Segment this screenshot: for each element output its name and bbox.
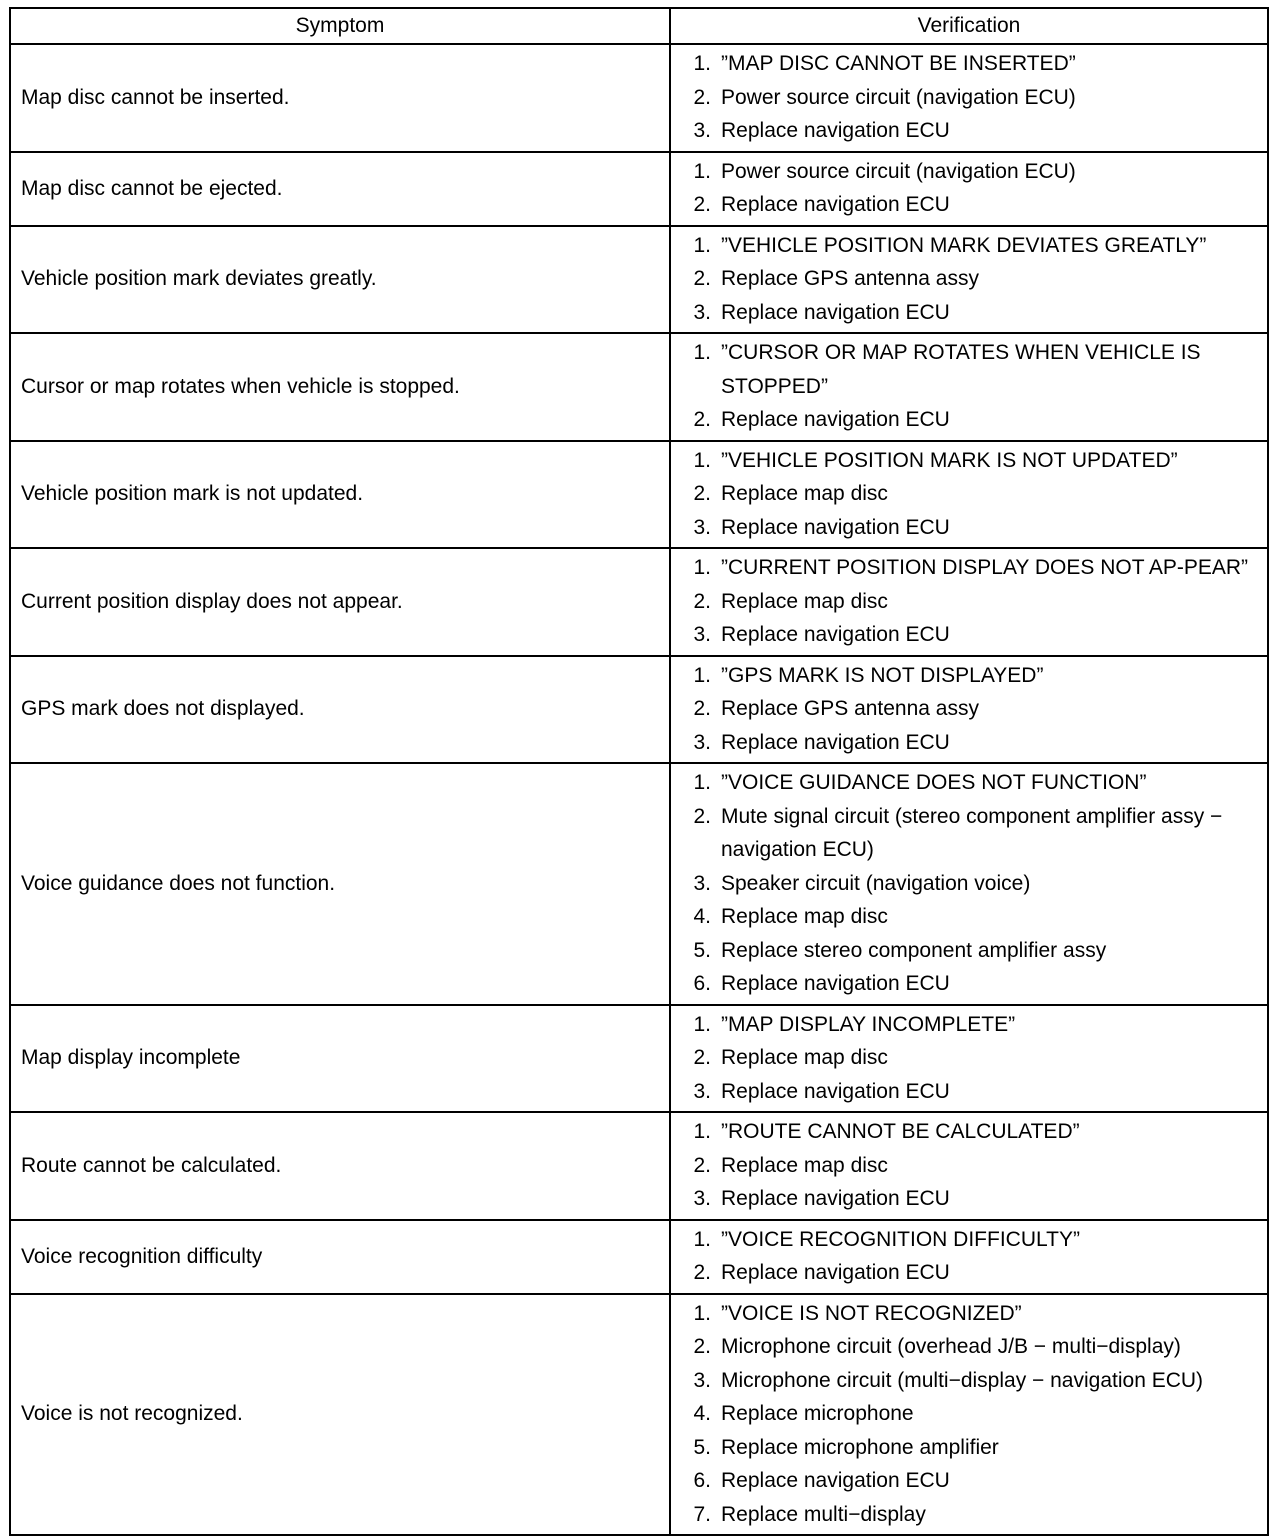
step-number: 1.	[693, 1012, 711, 1036]
step-text: Replace map disc	[721, 1153, 888, 1177]
step-number: 4.	[693, 1402, 711, 1425]
verification-step	[671, 296, 1267, 330]
step-number: 2.	[693, 1335, 711, 1358]
step-number: 3.	[693, 515, 711, 539]
step-number: 5.	[693, 938, 711, 962]
symptom-cell: GPS mark does not displayed.	[10, 656, 670, 764]
verification-step	[671, 1464, 1267, 1498]
verification-steps	[671, 155, 1267, 222]
verification-step	[671, 726, 1267, 760]
verification-step	[671, 403, 1267, 437]
step-text: Replace map disc	[721, 1046, 888, 1069]
verification-cell	[670, 1294, 1268, 1536]
verification-step	[671, 229, 1267, 263]
step-text: Replace microphone amplifier	[721, 1435, 999, 1459]
table-row	[10, 226, 1268, 334]
step-number: 1.	[693, 159, 711, 183]
step-number: 2.	[693, 267, 711, 290]
verification-step	[671, 585, 1267, 619]
verification-cell	[670, 1220, 1268, 1294]
step-number: 2.	[693, 193, 711, 216]
verification-cell	[670, 1005, 1268, 1113]
verification-step	[671, 1041, 1267, 1075]
step-number: 6.	[693, 972, 711, 995]
verification-step	[671, 477, 1267, 511]
step-text: ”VOICE RECOGNITION DIFFICULTY”	[721, 1227, 1080, 1251]
step-text: Replace navigation ECU	[721, 1261, 950, 1284]
verification-cell	[670, 333, 1268, 441]
table-row	[10, 1294, 1268, 1536]
step-number: 3.	[693, 1079, 711, 1103]
verification-step	[671, 81, 1267, 115]
step-text: Replace multi−display	[721, 1502, 926, 1526]
verification-steps	[671, 1297, 1267, 1532]
step-number: 1.	[693, 771, 711, 794]
symptom-cell: Vehicle position mark is not updated.	[10, 441, 670, 549]
step-text: Replace navigation ECU	[721, 193, 950, 216]
header-verification: Verification	[670, 8, 1268, 44]
verification-step	[671, 1397, 1267, 1431]
step-number: 3.	[693, 1368, 711, 1392]
table-row	[10, 441, 1268, 549]
step-number: 2.	[693, 408, 711, 431]
symptom-table	[9, 7, 1269, 1536]
step-number: 3.	[693, 1187, 711, 1210]
step-number: 1.	[693, 663, 711, 687]
step-text: Replace map disc	[721, 482, 888, 505]
header-symptom: Symptom	[10, 8, 670, 44]
step-text: Replace navigation ECU	[721, 515, 950, 539]
step-number: 3.	[693, 300, 711, 324]
step-text: Replace stereo component amplifier assy	[721, 938, 1107, 962]
verification-steps	[671, 766, 1267, 1001]
verification-step	[671, 900, 1267, 934]
verification-steps	[671, 47, 1267, 148]
verification-step	[671, 444, 1267, 478]
verification-steps	[671, 551, 1267, 652]
verification-step	[671, 1498, 1267, 1532]
verification-step	[671, 336, 1267, 403]
verification-step	[671, 1149, 1267, 1183]
step-text: Power source circuit (navigation ECU)	[721, 159, 1076, 183]
step-number: 3.	[693, 730, 711, 754]
step-text: Replace navigation ECU	[721, 300, 950, 324]
step-number: 1.	[693, 1301, 711, 1325]
step-text: Replace navigation ECU	[721, 1469, 950, 1492]
symptom-cell: Map display incomplete	[10, 1005, 670, 1113]
step-number: 1.	[693, 341, 711, 364]
step-number: 3.	[693, 119, 711, 142]
verification-step	[671, 659, 1267, 693]
verification-step	[671, 551, 1267, 585]
table-row	[10, 656, 1268, 764]
step-number: 3.	[693, 623, 711, 646]
step-text: ”VEHICLE POSITION MARK DEVIATES GREATLY”	[721, 233, 1207, 257]
step-text: Replace GPS antenna assy	[721, 697, 979, 720]
verification-cell	[670, 656, 1268, 764]
step-number: 3.	[693, 871, 711, 895]
verification-step	[671, 934, 1267, 968]
verification-step	[671, 1256, 1267, 1290]
verification-cell	[670, 152, 1268, 226]
verification-step	[671, 800, 1267, 867]
step-number: 2.	[693, 589, 711, 613]
table-row	[10, 333, 1268, 441]
step-number: 2.	[693, 1153, 711, 1177]
verification-step	[671, 1297, 1267, 1331]
verification-steps	[671, 336, 1267, 437]
step-text: Microphone circuit (overhead J/B − multi−display)	[721, 1335, 1181, 1358]
step-number: 1.	[693, 448, 711, 472]
symptom-cell: Cursor or map rotates when vehicle is stopped.	[10, 333, 670, 441]
table-row	[10, 152, 1268, 226]
verification-cell	[670, 226, 1268, 334]
verification-step	[671, 867, 1267, 901]
step-number: 5.	[693, 1435, 711, 1459]
step-text: ”ROUTE CANNOT BE CALCULATED”	[721, 1120, 1080, 1143]
step-number: 7.	[693, 1502, 711, 1526]
step-text: ”MAP DISC CANNOT BE INSERTED”	[721, 52, 1076, 75]
table-row	[10, 44, 1268, 152]
verification-step	[671, 155, 1267, 189]
step-text: ”VOICE GUIDANCE DOES NOT FUNCTION”	[721, 771, 1147, 794]
verification-step	[671, 511, 1267, 545]
symptom-cell: Map disc cannot be ejected.	[10, 152, 670, 226]
step-number: 1.	[693, 1227, 711, 1251]
step-number: 2.	[693, 1261, 711, 1284]
step-text: ”VEHICLE POSITION MARK IS NOT UPDATED”	[721, 448, 1178, 472]
step-number: 4.	[693, 905, 711, 928]
verification-step	[671, 1330, 1267, 1364]
table-row	[10, 548, 1268, 656]
verification-step	[671, 47, 1267, 81]
verification-step	[671, 967, 1267, 1001]
step-text: Replace map disc	[721, 589, 888, 613]
table-row	[10, 1112, 1268, 1220]
verification-steps	[671, 444, 1267, 545]
verification-step	[671, 1364, 1267, 1398]
step-number: 2.	[693, 482, 711, 505]
verification-step	[671, 618, 1267, 652]
step-text: Power source circuit (navigation ECU)	[721, 85, 1076, 109]
step-text: ”VOICE IS NOT RECOGNIZED”	[721, 1301, 1022, 1325]
table-row	[10, 763, 1268, 1005]
verification-step	[671, 1115, 1267, 1149]
verification-cell	[670, 1112, 1268, 1220]
step-number: 1.	[693, 52, 711, 75]
verification-step	[671, 1075, 1267, 1109]
verification-step	[671, 1182, 1267, 1216]
verification-step	[671, 188, 1267, 222]
step-text: ”MAP DISPLAY INCOMPLETE”	[721, 1012, 1016, 1036]
verification-steps	[671, 1008, 1267, 1109]
step-text: Replace map disc	[721, 905, 888, 928]
verification-steps	[671, 229, 1267, 330]
step-text: Mute signal circuit (stereo component amplifier assy − navigation ECU)	[721, 804, 1223, 861]
step-text: Replace navigation ECU	[721, 1079, 950, 1103]
step-number: 2.	[693, 804, 711, 828]
verification-step	[671, 114, 1267, 148]
verification-steps	[671, 1223, 1267, 1290]
step-number: 2.	[693, 697, 711, 720]
table-body	[10, 44, 1268, 1535]
verification-cell	[670, 763, 1268, 1005]
verification-steps	[671, 1115, 1267, 1216]
step-text: Replace navigation ECU	[721, 623, 950, 646]
step-number: 6.	[693, 1469, 711, 1492]
step-number: 2.	[693, 85, 711, 109]
verification-step	[671, 766, 1267, 800]
verification-step	[671, 1223, 1267, 1257]
verification-step	[671, 262, 1267, 296]
verification-step	[671, 692, 1267, 726]
verification-step	[671, 1431, 1267, 1465]
step-text: Replace navigation ECU	[721, 119, 950, 142]
verification-step	[671, 1008, 1267, 1042]
step-text: Replace navigation ECU	[721, 1187, 950, 1210]
step-text: ”CURSOR OR MAP ROTATES WHEN VEHICLE IS STOPPED”	[721, 341, 1201, 398]
table-row	[10, 1220, 1268, 1294]
symptom-cell: Current position display does not appear.	[10, 548, 670, 656]
step-number: 1.	[693, 233, 711, 257]
step-number: 2.	[693, 1046, 711, 1069]
symptom-cell: Vehicle position mark deviates greatly.	[10, 226, 670, 334]
step-number: 1.	[693, 556, 711, 579]
table-row	[10, 1005, 1268, 1113]
symptom-cell: Voice guidance does not function.	[10, 763, 670, 1005]
step-text: Replace navigation ECU	[721, 730, 950, 754]
symptom-cell: Route cannot be calculated.	[10, 1112, 670, 1220]
step-text: ”GPS MARK IS NOT DISPLAYED”	[721, 663, 1044, 687]
step-text: Replace navigation ECU	[721, 408, 950, 431]
symptom-cell: Voice is not recognized.	[10, 1294, 670, 1536]
step-text: Microphone circuit (multi−display − navigation ECU)	[721, 1368, 1204, 1392]
step-text: Replace navigation ECU	[721, 972, 950, 995]
verification-cell	[670, 548, 1268, 656]
symptom-cell: Map disc cannot be inserted.	[10, 44, 670, 152]
verification-cell	[670, 441, 1268, 549]
step-number: 1.	[693, 1120, 711, 1143]
header-row	[10, 8, 1268, 44]
symptom-cell: Voice recognition difficulty	[10, 1220, 670, 1294]
step-text: ”CURRENT POSITION DISPLAY DOES NOT AP-PEAR”	[721, 556, 1249, 579]
step-text: Replace microphone	[721, 1402, 914, 1425]
verification-cell	[670, 44, 1268, 152]
step-text: Speaker circuit (navigation voice)	[721, 871, 1031, 895]
verification-steps	[671, 659, 1267, 760]
step-text: Replace GPS antenna assy	[721, 267, 979, 290]
